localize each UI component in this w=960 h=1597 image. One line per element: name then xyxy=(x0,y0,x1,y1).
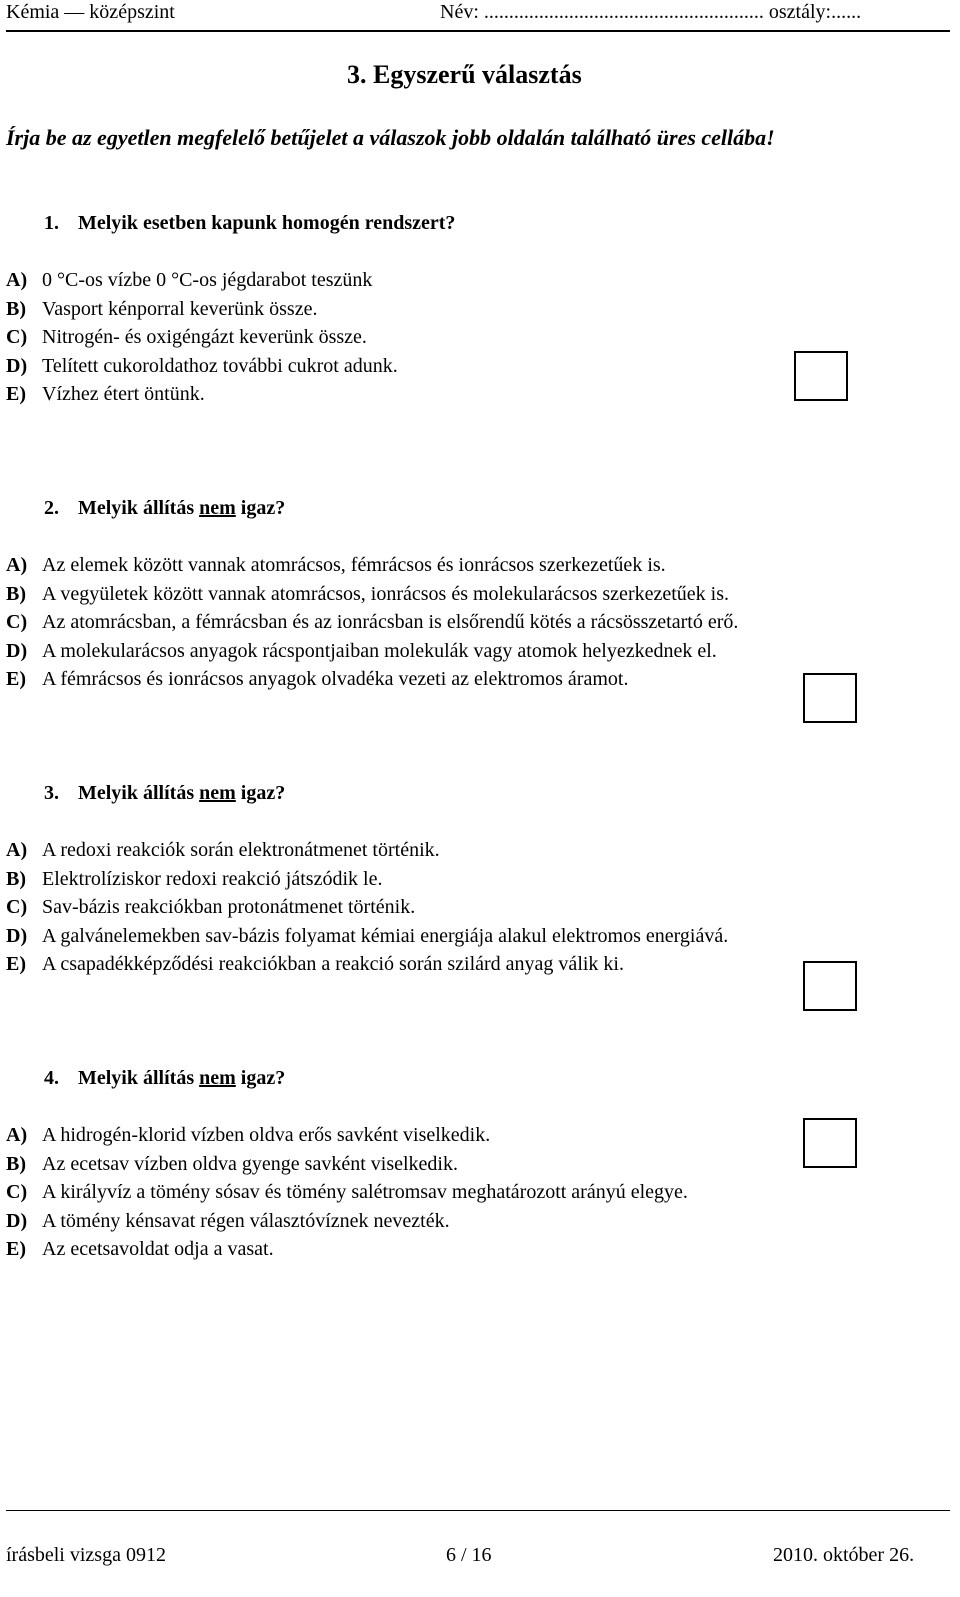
question-number: 4. xyxy=(44,1067,59,1089)
instruction: Írja be az egyetlen megfelelő betűjelet a válaszok jobb oldalán található üres cellába! xyxy=(6,125,775,150)
question-2-option-e: E) A fémrácsos és ionrácsos anyagok olvadéka vezeti az elektromos áramot. xyxy=(6,668,629,690)
question-3-option-a: A) A redoxi reakciók során elektronátmenet történik. xyxy=(6,839,440,861)
question-4-option-c: C) A királyvíz a tömény sósav és tömény salétromsav meghatározott arányú elegye. xyxy=(6,1181,688,1203)
footer-page-number: 6 / 16 xyxy=(446,1544,492,1566)
question-number: 2. xyxy=(44,497,59,519)
header-rule xyxy=(6,30,950,32)
question-1-answer-box[interactable] xyxy=(794,351,848,401)
question-number: 3. xyxy=(44,782,59,804)
question-3-option-d: D) A galvánelemekben sav-bázis folyamat kémiai energiája alakul elektromos energiává. xyxy=(6,925,729,947)
question-1-option-b: B) Vasport kénporral keverünk össze. xyxy=(6,298,318,320)
emphasis-nem: nem xyxy=(199,782,236,804)
question-1-heading xyxy=(44,213,455,233)
footer-date: 2010. október 26. xyxy=(773,1544,915,1566)
question-3-answer-box[interactable] xyxy=(803,961,857,1011)
question-3-heading: 3. Melyik állítás nem igaz? xyxy=(44,782,286,804)
footer-exam-id: írásbeli vizsga 0912 xyxy=(6,1544,166,1566)
question-text: Melyik esetben kapunk homogén rendszert? xyxy=(78,212,456,234)
question-4-answer-box[interactable] xyxy=(803,1118,857,1168)
question-4-option-e: E) Az ecetsavoldat odja a vasat. xyxy=(6,1238,274,1260)
question-2-heading: 2. Melyik állítás nem igaz? xyxy=(44,497,286,519)
question-4-option-d: D) A tömény kénsavat régen választóvíznek nevezték. xyxy=(6,1210,450,1232)
question-number: 1. xyxy=(44,212,59,234)
question-2-option-c: C) Az atomrácsban, a fémrácsban és az ionrácsban is elsőrendű kötés a rácsösszetartó erő. xyxy=(6,611,739,633)
question-2-option-a: A) Az elemek között vannak atomrácsos, fémrácsos és ionrácsos szerkezetűek is. xyxy=(6,554,666,576)
question-1-option-c: C) Nitrogén- és oxigéngázt keverünk össze. xyxy=(6,326,367,348)
question-2-option-b: B) A vegyületek között vannak atomrácsos, ionrácsos és molekularácsos szerkezetűek is. xyxy=(6,583,730,605)
section-title: 3. Egyszerű választás xyxy=(347,60,582,89)
question-3-option-e: E) A csapadékképződési reakciókban a reakció során szilárd anyag válik ki. xyxy=(6,953,624,975)
question-3-option-c: C) Sav-bázis reakciókban protonátmenet történik. xyxy=(6,896,416,918)
emphasis-nem: nem xyxy=(199,497,236,519)
header-subject: Kémia — középszint xyxy=(6,1,175,23)
question-4-option-b: B) Az ecetsav vízben oldva gyenge savként viselkedik. xyxy=(6,1153,458,1175)
question-2-option-d: D) A molekularácsos anyagok rácspontjaiban molekulák vagy atomok helyezkednek el. xyxy=(6,640,717,662)
question-4-heading: 4. Melyik állítás nem igaz? xyxy=(44,1067,286,1089)
question-1-option-a: A) 0 °C-os vízbe 0 °C-os jégdarabot teszünk xyxy=(6,269,373,291)
question-1-option-d: D) Telített cukoroldathoz további cukrot adunk. xyxy=(6,355,398,377)
question-2-answer-box[interactable] xyxy=(803,673,857,723)
footer-rule xyxy=(6,1510,950,1511)
emphasis-nem: nem xyxy=(199,1067,236,1089)
question-1-option-e: E) Vízhez étert öntünk. xyxy=(6,383,205,405)
question-4-option-a: A) A hidrogén-klorid vízben oldva erős savként viselkedik. xyxy=(6,1124,491,1146)
question-3-option-b: B) Elektrolíziskor redoxi reakció játszódik le. xyxy=(6,868,383,890)
header-name-field: Név: ........................................................ osztály:...... xyxy=(440,1,862,23)
